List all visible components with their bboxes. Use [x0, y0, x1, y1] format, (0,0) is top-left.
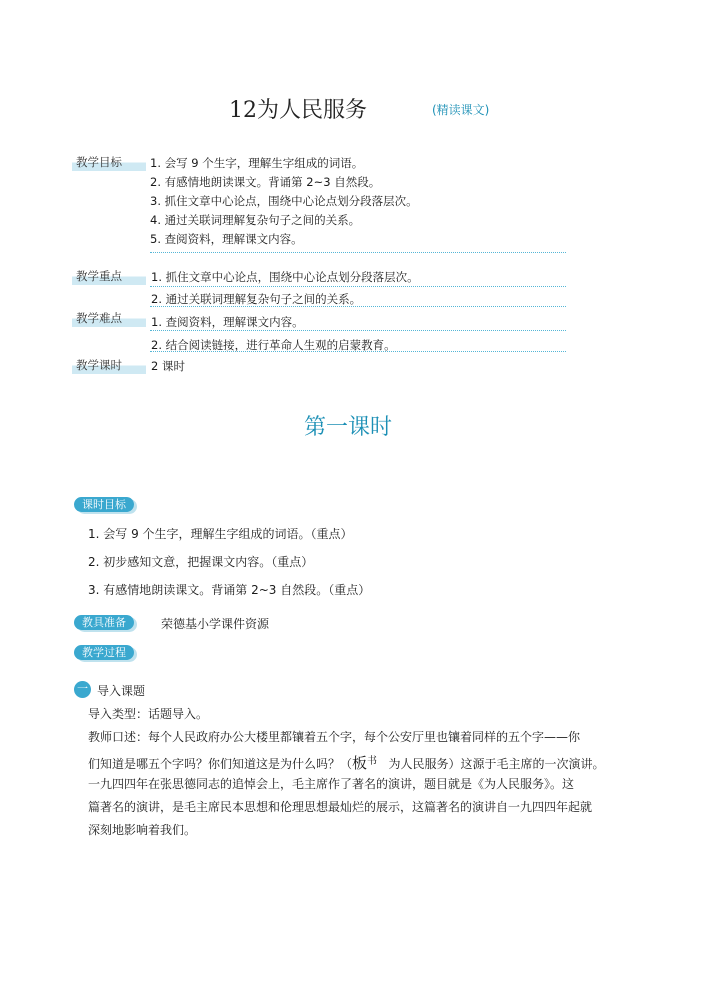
objectives-pill: 课时目标 — [74, 497, 134, 512]
section-title: 导入课题 — [97, 684, 146, 698]
difficulty-item: 1. 查阅资料，理解课文内容。 — [151, 315, 304, 329]
paragraph-text: 们知道是哪五个字吗？你们知道这是为什么吗？（ — [88, 757, 353, 771]
goal-item: 3. 抓住文章中心论点，围绕中心论点划分段落层次。 — [150, 194, 418, 208]
divider — [150, 286, 566, 287]
section-number-badge: 一 — [74, 681, 91, 698]
divider — [150, 330, 566, 331]
goal-item: 2. 有感情地朗读课文。背诵第 2~3 自然段。 — [150, 175, 381, 189]
paragraph-line: 一九四四年在张思德同志的追悼会上，毛主席作了著名的演讲，题目就是《为人民服务》。这 — [88, 777, 575, 791]
key-point-item: 1. 抓住文章中心论点，围绕中心论点划分段落层次。 — [151, 270, 419, 284]
tools-value: 荣德基小学课件资源 — [161, 617, 270, 631]
paragraph-line: 篇著名的演讲，是毛主席民本思想和伦理思想最灿烂的展示，这篇著名的演讲自一九四四年起就 — [88, 800, 593, 814]
board-note-big: 板 — [352, 754, 368, 772]
paragraph-line: 深刻地影响着我们。 — [88, 823, 197, 837]
intro-type: 导入类型：话题导入。 — [88, 707, 209, 721]
key-points-label: 教学重点 — [72, 268, 146, 285]
difficulties-label: 教学难点 — [72, 310, 146, 327]
key-point-item: 2. 通过关联词理解复杂句子之间的关系。 — [151, 292, 362, 306]
goals-label: 教学目标 — [72, 154, 146, 171]
board-note-small: 书 — [367, 756, 378, 767]
lesson-title: 第一课时 — [304, 415, 393, 440]
goal-item: 5. 查阅资料，理解课文内容。 — [150, 232, 303, 246]
tools-pill: 教具准备 — [74, 615, 134, 630]
hours-label: 教学课时 — [72, 357, 146, 374]
process-pill: 教学过程 — [74, 645, 134, 660]
divider — [150, 252, 566, 253]
difficulty-item: 2. 结合阅读链接，进行革命人生观的启蒙教育。 — [151, 338, 396, 352]
divider — [150, 306, 566, 307]
divider — [150, 351, 566, 352]
hours-value: 2 课时 — [151, 359, 185, 373]
page-title: 12为人民服务 — [229, 98, 367, 123]
objective-item: 2. 初步感知文意，把握课文内容。（重点） — [88, 555, 314, 569]
goal-item: 4. 通过关联词理解复杂句子之间的关系。 — [150, 213, 361, 227]
paragraph-text: 为人民服务）这源于毛主席的一次演讲。 — [388, 757, 605, 771]
goal-item: 1. 会写 9 个生字，理解生字组成的词语。 — [150, 156, 364, 170]
objective-item: 1. 会写 9 个生字，理解生字组成的词语。（重点） — [88, 527, 353, 541]
objective-item: 3. 有感情地朗读课文。背诵第 2~3 自然段。（重点） — [88, 583, 371, 597]
paragraph-line: 教师口述：每个人民政府办公大楼里都镶着五个字，每个公安厅里也镶着同样的五个字——你 — [88, 730, 581, 744]
page-subtitle: (精读课文) — [432, 103, 490, 117]
paragraph-line — [88, 752, 605, 773]
